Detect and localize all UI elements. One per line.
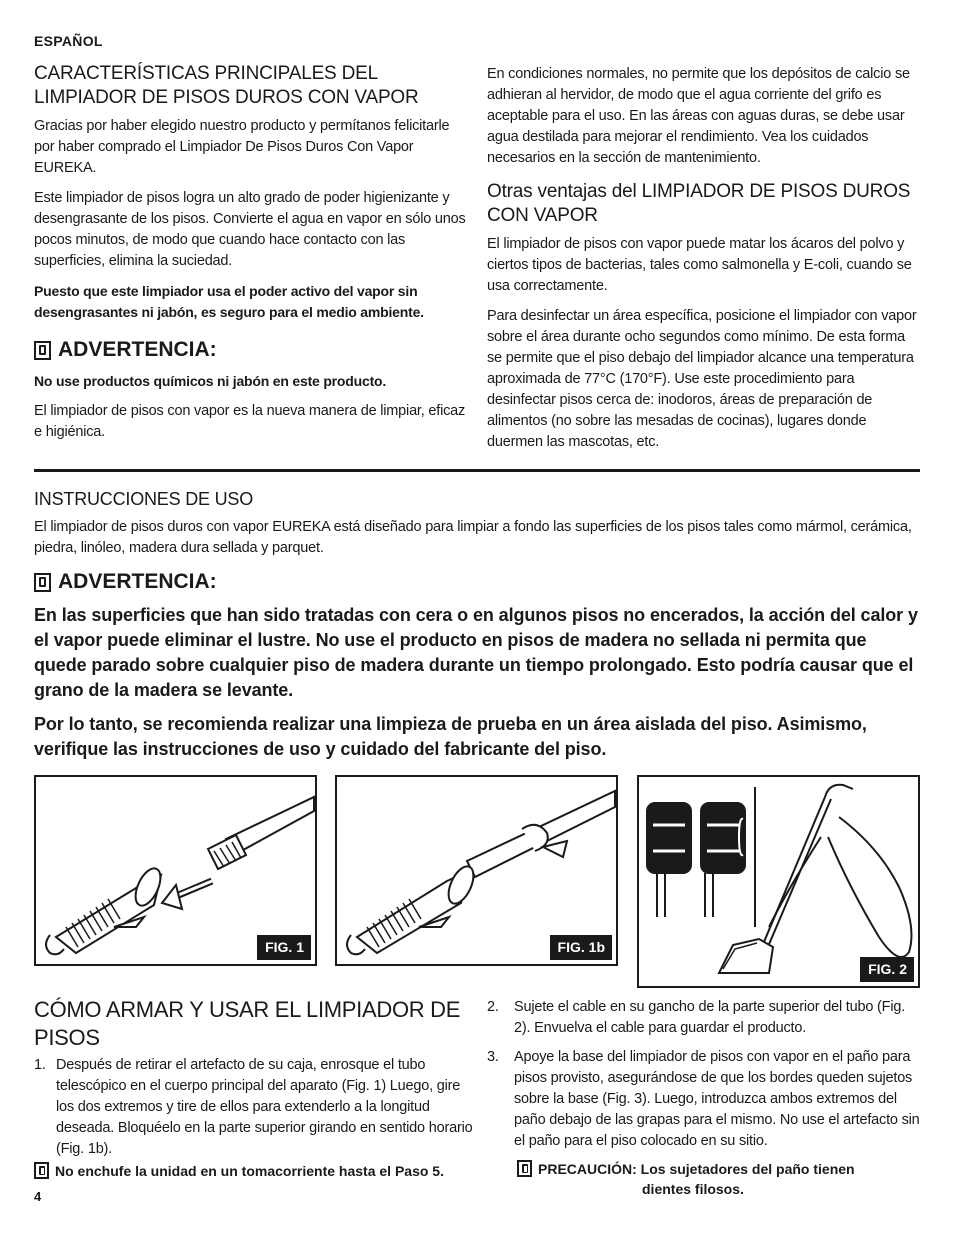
assembly-heading: CÓMO ARMAR Y USAR EL LIMPIADOR DE PISOS [34,997,461,1050]
figure-1b-label: FIG. 1b [550,935,612,960]
assembly-section [34,996,474,1181]
advantages-mites: El limpiador de pisos con vapor puede matar los ácaros del polvo y ciertos tipos de bacterias, tales como salmonella y E-coli, cuando se usa correctamente. [487,236,912,294]
advantages-section [487,64,921,462]
warning-title-2: ADVERTENCIA: [58,570,217,593]
step-2 [487,997,921,1039]
warning-heading-2 [34,569,920,595]
step-2-text: Sujete el cable en su gancho de la parte superior del tubo (Fig. 2). Envuelva el cable para guardar el producto. [514,999,906,1036]
section-divider [34,469,920,472]
assembly-steps-left [34,1055,474,1160]
step-1-text: Después de retirar el artefacto de su caja, enrosque el tubo telescópico en el cuerpo principal del aparato (Fig. 1) Luego, gire los dos extremos y tire de ellos para extenderlo a la longitud deseada. Bloquéelo en la parte superior girando en sentido horario (Fig. 1b). [56,1057,473,1157]
step-1-number: 1. [34,1057,46,1073]
caution-line-2: dientes filosos. [642,1181,744,1197]
figure-1-label: FIG. 1 [257,935,311,960]
step-3-text: Apoye la base del limpiador de pisos con vapor en el paño para pisos provisto, asegurándose de que los bordes queden sujetos sobre la base (Fig. 3). Luego, introduzca ambos extremos del paño debajo de las grapas para el mismo. No use el artefacto sin el paño para el piso colocado en su sitio. [514,1049,920,1149]
floor-warning-text-1: En las superficies que han sido tratadas con cera o en algunos pisos no encerados, la acción del calor y el vapor puede eliminar el lustre. No use el producto en pisos de madera no sellada ni permita que quede parado sobre cualquier piso de madera durante un tiempo prolongado. Esto podría causar que el grano de la madera se levante. [34,605,918,700]
caution-line-1: Los sujetadores del paño tienen [640,1161,855,1177]
warning-icon [34,573,51,592]
assembly-steps-right [487,997,921,1160]
warning-chemicals: No use productos químicos ni jabón en este producto. [34,373,387,389]
features-eco-note: Puesto que este limpiador usa el poder activo del vapor sin desengrasantes ni jabón, es seguro para el medio ambiente. [34,283,424,320]
step-1 [34,1055,474,1160]
features-intro: Gracias por haber elegido nuestro producto y permítanos felicitarle por haber comprado el Limpiador De Pisos Duros Con Vapor EUREKA. [34,118,450,176]
figure-1b [335,775,618,966]
cord-hook-illustration [639,777,918,986]
figure-2 [637,775,920,988]
warning-icon [34,341,51,360]
water-note: En condiciones normales, no permite que los depósitos de calcio se adhieran al hervidor, de modo que el agua corriente del grifo es aceptable para el uso. En las áreas con aguas duras, se debe usar agua destilada para mejorar el rendimiento. Vea los cuidados necesarios en la sección de mantenimiento. [487,66,910,166]
warning-icon [34,1162,49,1179]
step-3 [487,1047,921,1152]
language-label: ESPAÑOL [34,33,103,49]
step-2-number: 2. [487,999,499,1015]
page-number: 4 [34,1189,42,1204]
features-section [34,62,470,452]
unplug-note [34,1161,474,1181]
step-3-number: 3. [487,1049,499,1065]
features-description: Este limpiador de pisos logra un alto grado de poder higienizante y desengrasante de los pisos. Convierte el agua en vapor en sólo unos pocos minutos, de modo que cuando hace contacto con las superficies, elimina la suciedad. [34,190,466,269]
instructions-intro: El limpiador de pisos duros con vapor EUREKA está diseñado para limpiar a fondo las superficies de los pisos tales como mármol, cerámica, piedra, linóleo, madera dura sellada y parquet. [34,519,912,556]
figure-1 [34,775,317,966]
warning-icon [517,1160,532,1177]
advantages-heading: Otras ventajas del LIMPIADOR DE PISOS DUROS CON VAPOR [487,181,911,226]
features-heading: CARACTERÍSTICAS PRINCIPALES DEL LIMPIADOR DE PISOS DUROS CON VAPOR [34,63,419,108]
advantages-disinfect: Para desinfectar un área específica, posicione el limpiador con vapor sobre el área durante ocho segundos como mínimo. De esta forma se permite que el piso debajo del limpiador alcance una temperatura aproximada de 77°C (170°F). Use este procedimiento para desinfectar pisos cerca de: inodoros, áreas de preparación de alimentos (no sobre las mesadas de cocinas), lugares donde duermen las mascotas, etc. [487,308,917,450]
floor-warning [34,603,920,762]
warning-heading [34,337,470,363]
caution-label: PRECAUCIÓN: [538,1161,637,1177]
figure-2-label: FIG. 2 [860,957,914,982]
unplug-note-text: No enchufe la unidad en un tomacorriente hasta el Paso 5. [55,1163,444,1179]
features-closing: El limpiador de pisos con vapor es la nueva manera de limpiar, eficaz e higiénica. [34,403,466,440]
caution-note [517,1159,917,1199]
instructions-heading: INSTRUCCIONES DE USO [34,489,254,509]
instructions-section [34,487,920,771]
warning-title: ADVERTENCIA: [58,338,217,361]
floor-warning-text-2: Por lo tanto, se recomienda realizar una limpieza de prueba en un área aislada del piso. Asimismo, verifique las instrucciones de uso y cuidado del fabricante del piso. [34,714,867,759]
